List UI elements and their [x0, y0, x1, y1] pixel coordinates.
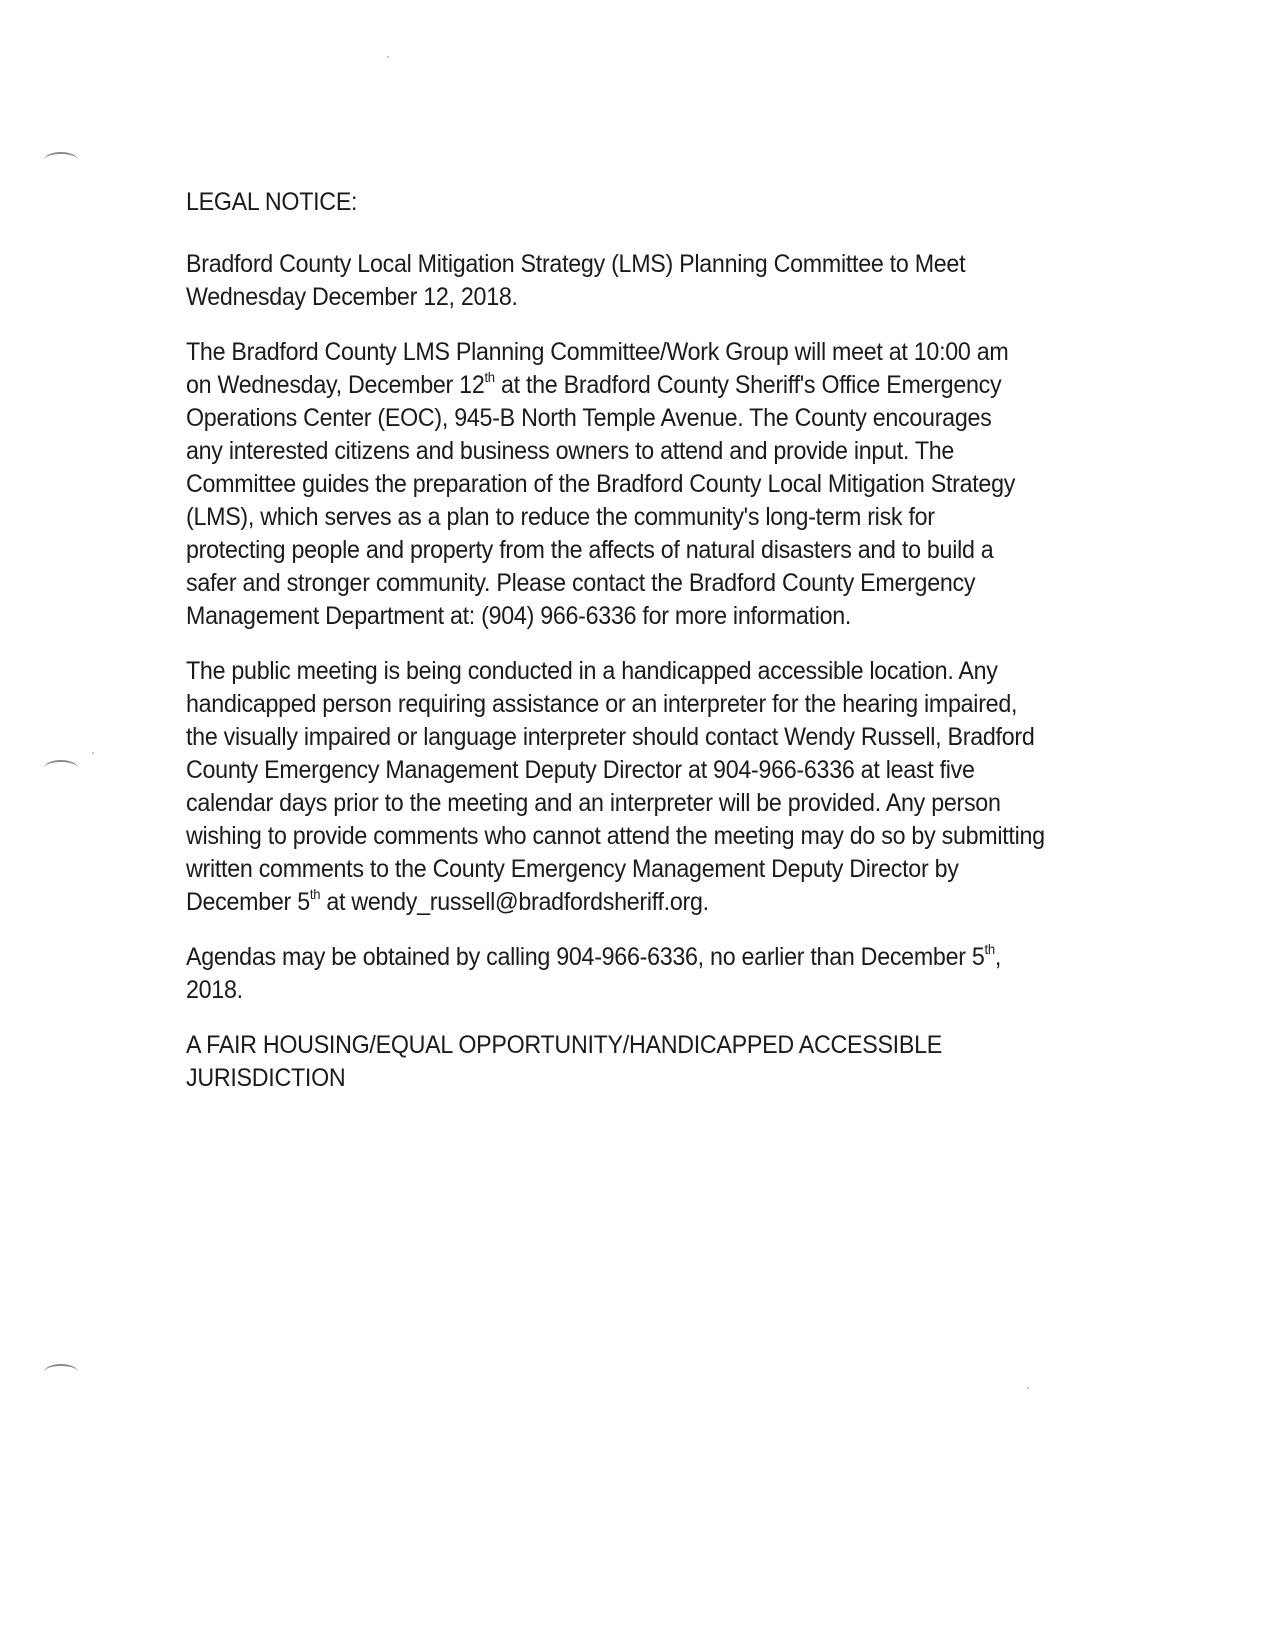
notice-title-line: Bradford County Local Mitigation Strategy (LMS) Planning Committee to Meet [186, 250, 966, 278]
paragraph-line [186, 941, 1091, 974]
paragraph-line: 2018. [186, 976, 243, 1004]
notice-heading-text: LEGAL NOTICE: [186, 188, 358, 216]
scan-speck [1027, 1387, 1029, 1389]
notice-title [186, 248, 1091, 314]
paragraph-line: handicapped person requiring assistance or an interpreter for the hearing impaired, [186, 690, 1018, 718]
paragraph-line: The Bradford County LMS Planning Committee/Work Group will meet at 10:00 am [186, 338, 1009, 366]
paragraph-line [186, 369, 1091, 402]
line-text: on Wednesday, December 12 [186, 371, 485, 399]
fair-housing-statement [186, 1029, 1091, 1095]
punch-hole-mark-bottom [44, 1364, 78, 1380]
paragraph-line: protecting people and property from the affects of natural disasters and to build a [186, 536, 994, 564]
accessibility-paragraph [186, 655, 1091, 919]
ordinal-suffix: th [309, 885, 321, 902]
paragraph-line: calendar days prior to the meeting and an interpreter will be provided. Any person [186, 789, 1001, 817]
meeting-details-paragraph [186, 336, 1091, 633]
paragraph-line: wishing to provide comments who cannot attend the meeting may do so by submitting [186, 822, 1045, 850]
paragraph-line: written comments to the County Emergency Management Deputy Director by [186, 855, 959, 883]
statement-line: JURISDICTION [186, 1064, 346, 1092]
statement-line: A FAIR HOUSING/EQUAL OPPORTUNITY/HANDICAPPED ACCESSIBLE [186, 1031, 942, 1059]
line-text: , [994, 943, 1002, 971]
paragraph-line: any interested citizens and business owners to attend and provide input. The [186, 437, 955, 465]
scan-speck [387, 56, 389, 58]
scan-speck [92, 752, 94, 754]
notice-heading [186, 186, 1091, 219]
paragraph-line: the visually impaired or language interpreter should contact Wendy Russell, Bradford [186, 723, 1035, 751]
line-text: at the Bradford County Sheriff's Office Emergency [494, 371, 1002, 399]
punch-hole-mark-middle [44, 760, 78, 776]
paragraph-line: The public meeting is being conducted in a handicapped accessible location. Any [186, 657, 998, 685]
notice-title-line: Wednesday December 12, 2018. [186, 283, 518, 311]
punch-hole-mark-top [44, 152, 78, 168]
paragraph-line: County Emergency Management Deputy Director at 904-966-6336 at least five [186, 756, 975, 784]
ordinal-suffix: th [484, 368, 495, 385]
paragraph-line: Committee guides the preparation of the Bradford County Local Mitigation Strategy [186, 470, 1016, 498]
ordinal-suffix: th [984, 940, 995, 957]
paragraph-line: Operations Center (EOC), 945-B North Temple Avenue. The County encourages [186, 404, 992, 432]
paragraph-line: (LMS), which serves as a plan to reduce the community's long-term risk for [186, 503, 935, 531]
line-text: at wendy_russell@bradfordsheriff.org. [320, 888, 709, 916]
agendas-paragraph [186, 941, 1091, 1007]
line-text: December 5 [186, 888, 310, 916]
paragraph-line: Management Department at: (904) 966-6336 for more information. [186, 602, 852, 630]
paragraph-line: safer and stronger community. Please contact the Bradford County Emergency [186, 569, 976, 597]
legal-notice-body [186, 186, 1091, 1117]
line-text: Agendas may be obtained by calling 904-966-6336, no earlier than December 5 [186, 943, 985, 971]
paragraph-line [186, 886, 1091, 919]
